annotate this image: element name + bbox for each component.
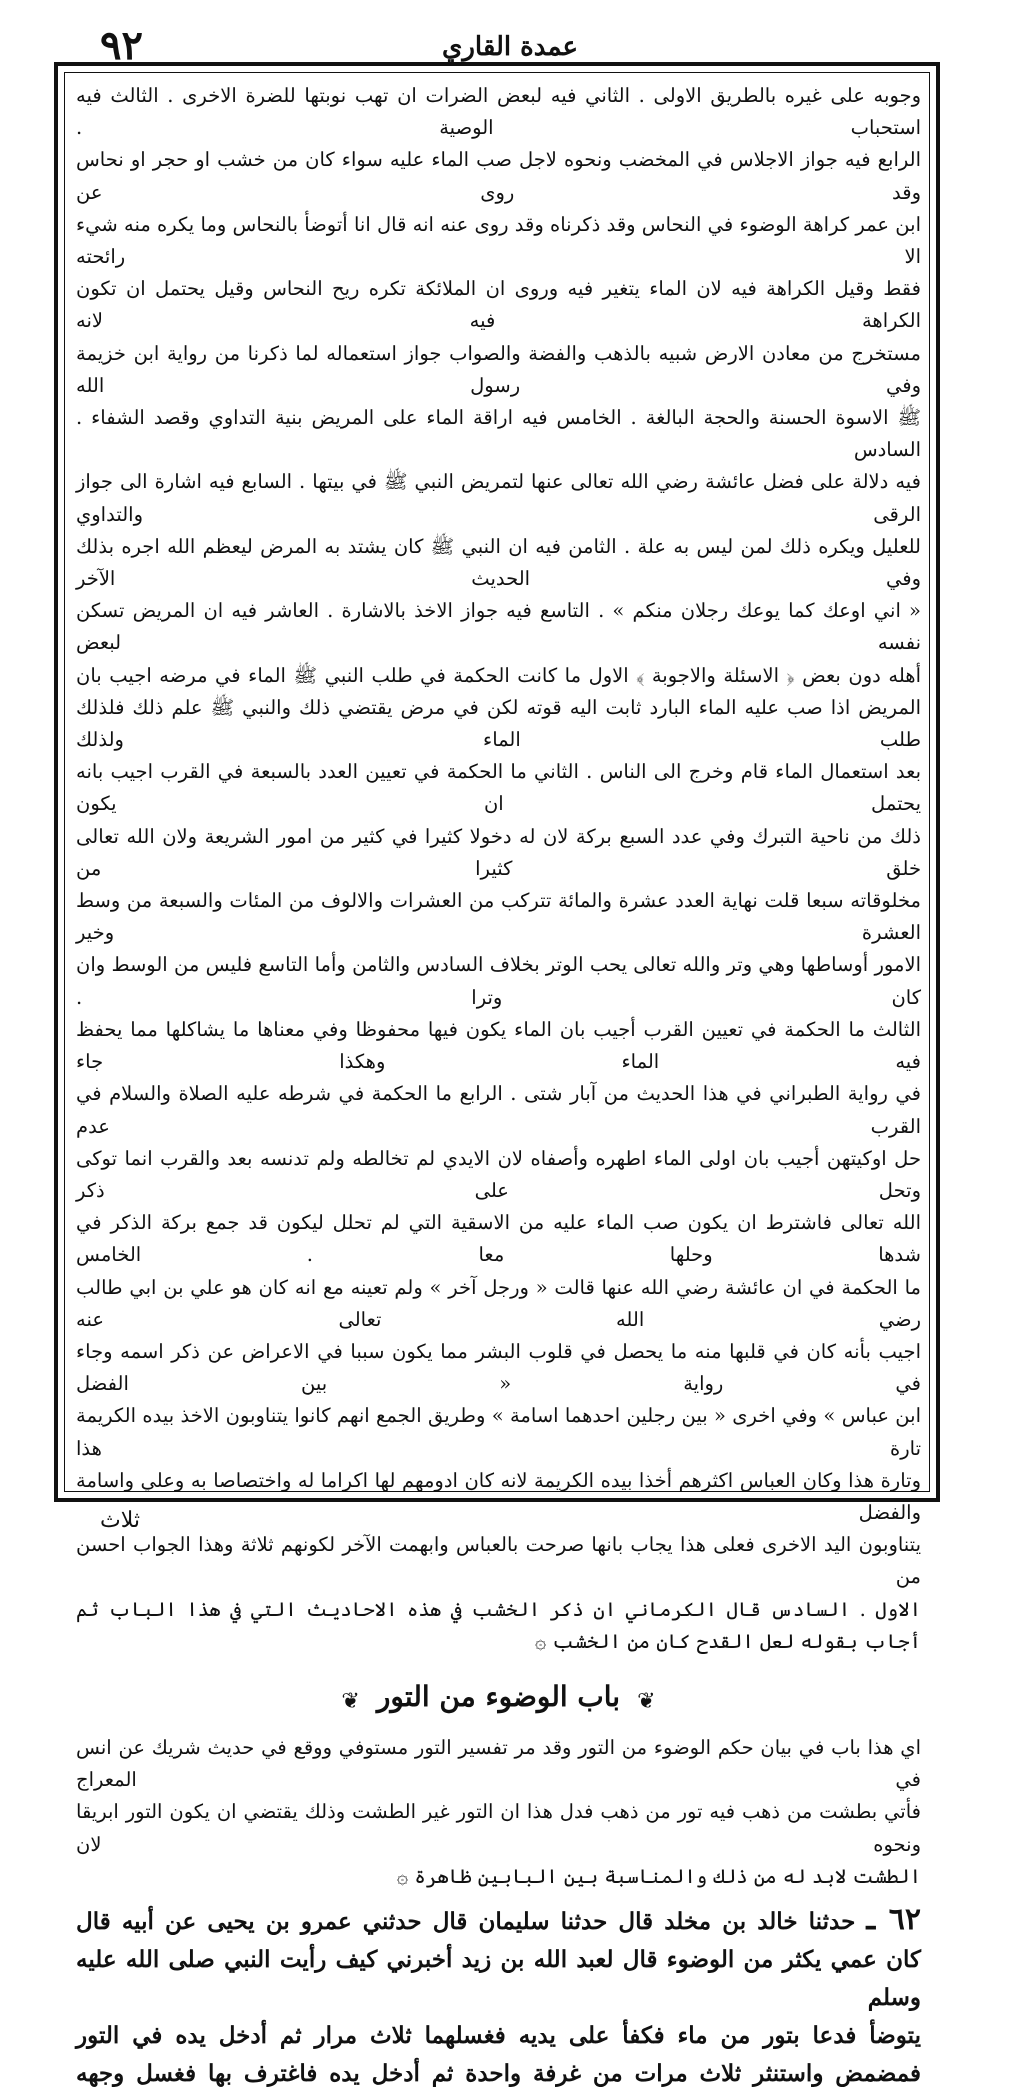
text-line: المريض اذا صب عليه الماء البارد ثابت اليه قوته لكن في مرض يقتضي ذلك والنبي ﷺ علم ذلك فلذلك طلب الماء ولذلك xyxy=(76,695,921,752)
commentary-section xyxy=(76,80,921,1658)
chapter-heading xyxy=(76,1680,921,1714)
text-line: الطشت لابد له من ذلك والمناسبة بين البابين ظاهرة ۞ xyxy=(396,1864,921,1888)
text-line: ذلك من ناحية التبرك وفي عدد السبع بركة لان له دخولا كثيرا في كثير من امور الشريعة ولان الله تعالى خلق كثيرا من xyxy=(76,824,921,880)
hadith-line-text: حدثنا خالد بن مخلد قال حدثنا سليمان قال حدثني عمرو بن يحيى عن أبيه قال xyxy=(76,1907,856,1935)
text-line: اي هذا باب في بيان حكم الوضوء من التور وقد مر تفسير التور مستوفي ووقع في حديث شريك عن انس في المعراج xyxy=(76,1735,921,1792)
text-line: فقط وقيل الكراهة فيه لان الماء يتغير فيه وروى ان الملائكة تكره ريح النحاس وقيل يحتمل ان تكون الكراهة فيه لانه xyxy=(76,277,921,333)
text-line: ابن عمر كراهة الوضوء في النحاس وقد ذكرناه وقد روى عنه انه قال انا أتوضأ بالنحاس وما يكره منه شيء الا رائحته xyxy=(76,212,921,269)
text-line: في رواية الطبراني في هذا الحديث من آبار شتى . الرابع ما الحكمة في شرطه عليه الصلاة والسلام في القرب عدم xyxy=(76,1082,921,1138)
text-line: الامور أوساطها وهي وتر والله تعالى يحب الوتر بخلاف السادس والثامن وأما التاسع فليس من الوسط وان كان وترا . xyxy=(76,953,921,1009)
text-line: وتارة هذا وكان العباس اكثرهم أخذا بيده الكريمة لانه كان ادومهم لها اكراما له واختصاصا به وعلي واسامة والفضل xyxy=(76,1468,921,1524)
text-line: ﷺ الاسوة الحسنة والحجة البالغة . الخامس فيه اراقة الماء على المريض بنية التداوي وقصد الشفاء . السادس xyxy=(76,406,921,462)
ornament-icon: ❦ xyxy=(341,1688,360,1714)
page-content xyxy=(76,80,921,2087)
page-header xyxy=(70,20,950,68)
chapter-explanation xyxy=(76,1732,921,1893)
chapter-title: باب الوضوء من التور xyxy=(376,1679,621,1713)
text-line: « اني اوعك كما يوعك رجلان منكم » . التاسع فيه جواز الاخذ بالاشارة . العاشر فيه ان المريض تسكن نفسه لبعض xyxy=(76,599,921,655)
text-line: الرابع فيه جواز الاجلاس في المخضب ونحوه لاجل صب الماء عليه سواء كان من خشب او حجر او نحاس وقد روى عن xyxy=(76,148,921,204)
text-line: الثالث ما الحكمة في تعيين القرب أجيب بان الماء يكون فيها محفوظا وفي معناها ما يشاكلها مما يحفظ فيه الماء وهكذا جاء xyxy=(76,1017,921,1074)
hadith-line: كان عمي يكثر من الوضوء قال لعبد الله بن زيد أخبرني كيف رأيت النبي صلى الله عليه وسلم xyxy=(76,1945,921,2011)
text-line: فأتي بطشت من ذهب فيه تور من ذهب فدل هذا ان التور غير الطشت وذلك يقتضي ان يكون التور ابريقا ونحوه لان xyxy=(76,1800,921,1856)
text-line: ابن عباس » وفي اخرى « بين رجلين احدهما اسامة » وطريق الجمع انهم كانوا يتناوبون الاخذ بيده الكريمة تارة هذا xyxy=(76,1404,921,1460)
text-line: للعليل ويكره ذلك لمن ليس به علة . الثامن فيه ان النبي ﷺ كان يشتد به المرض ليعظم الله اجره بذلك وفي الحديث الآخر xyxy=(76,534,921,591)
page-number: ٩٢ xyxy=(100,22,143,69)
hadith-line xyxy=(76,1901,921,1941)
catchword: ثلاث xyxy=(100,1508,140,1533)
text-line: الله تعالى فاشترط ان يكون صب الماء عليه من الاسقية التي لم تحلل ليكون قد جمع بركة الذكر في شدها وحلها معا . الخامس xyxy=(76,1211,921,1267)
running-title: عمدة القاري xyxy=(442,32,578,62)
ornament-icon: ❦ xyxy=(637,1688,656,1714)
text-line: يتناوبون اليد الاخرى فعلى هذا يجاب بانها صرحت بالعباس وابهمت الآخر لكونهم ثلاثة وهذا الجواب احسن من xyxy=(76,1533,921,1589)
text-line: الاول . السادس قال الكرماني ان ذكر الخشب في هذه الاحاديث التي في هذا الباب ثم أجاب بقوله لعل القدح كان من الخشب ۞ xyxy=(76,1597,921,1653)
text-line: أهله دون بعض ﴿ الاسئلة والاجوبة ﴾ الاول ما كانت الحكمة في طلب النبي ﷺ الماء في مرضه اجيب بان xyxy=(76,663,921,687)
hadith-number: ٦٢ ـ xyxy=(866,1901,921,1937)
text-line: اجيب بأنه كان في قلبها منه ما يحصل في قلوب البشر مما يكون سببا في الاعراض عن ذكر اسمه وجاء في رواية « بين الفضل xyxy=(76,1339,921,1396)
hadith-line: فمضمض واستنثر ثلاث مرات من غرفة واحدة ثم أدخل يده فاغترف بها فغسل وجهه xyxy=(76,2059,921,2087)
text-line: مخلوقاته سبعا قلت نهاية العدد عشرة والمائة تتركب من العشرات والالوف من المئات والسبعة من وسط العشرة وخير xyxy=(76,889,921,945)
text-line: مستخرج من معادن الارض شبيه بالذهب والفضة والصواب جواز استعماله لما ذكرنا من رواية ابن خزيمة وفي رسول الله xyxy=(76,341,921,397)
text-line: وجوبه على غيره بالطريق الاولى . الثاني فيه لبعض الضرات ان تهب نوبتها للضرة الاخرى . الثالث فيه استحباب الوصية . xyxy=(76,84,921,140)
hadith-text xyxy=(76,1901,921,2093)
text-line: بعد استعمال الماء قام وخرج الى الناس . الثاني ما الحكمة في تعيين العدد بالسبعة في القرب اجيب بانه يحتمل ان يكون xyxy=(76,760,921,816)
text-line: ما الحكمة في ان عائشة رضي الله عنها قالت « ورجل آخر » ولم تعينه مع انه كان هو علي بن ابي طالب رضي الله تعالى عنه xyxy=(76,1275,921,1331)
hadith-line: يتوضأ فدعا بتور من ماء فكفأ على يديه فغسلهما ثلاث مرار ثم أدخل يده في التور xyxy=(76,2021,921,2049)
text-line: فيه دلالة على فضل عائشة رضي الله تعالى عنها لتمريض النبي ﷺ في بيتها . السابع فيه اشارة الى جواز الرقى والتداوي xyxy=(76,470,921,526)
text-line: حل اوكيتهن أجيب بان اولى الماء اطهره وأصفاه لان الايدي لم تخالطه ولم تدنسه بعد والقرب انما توكى وتحل على ذكر xyxy=(76,1146,921,1202)
